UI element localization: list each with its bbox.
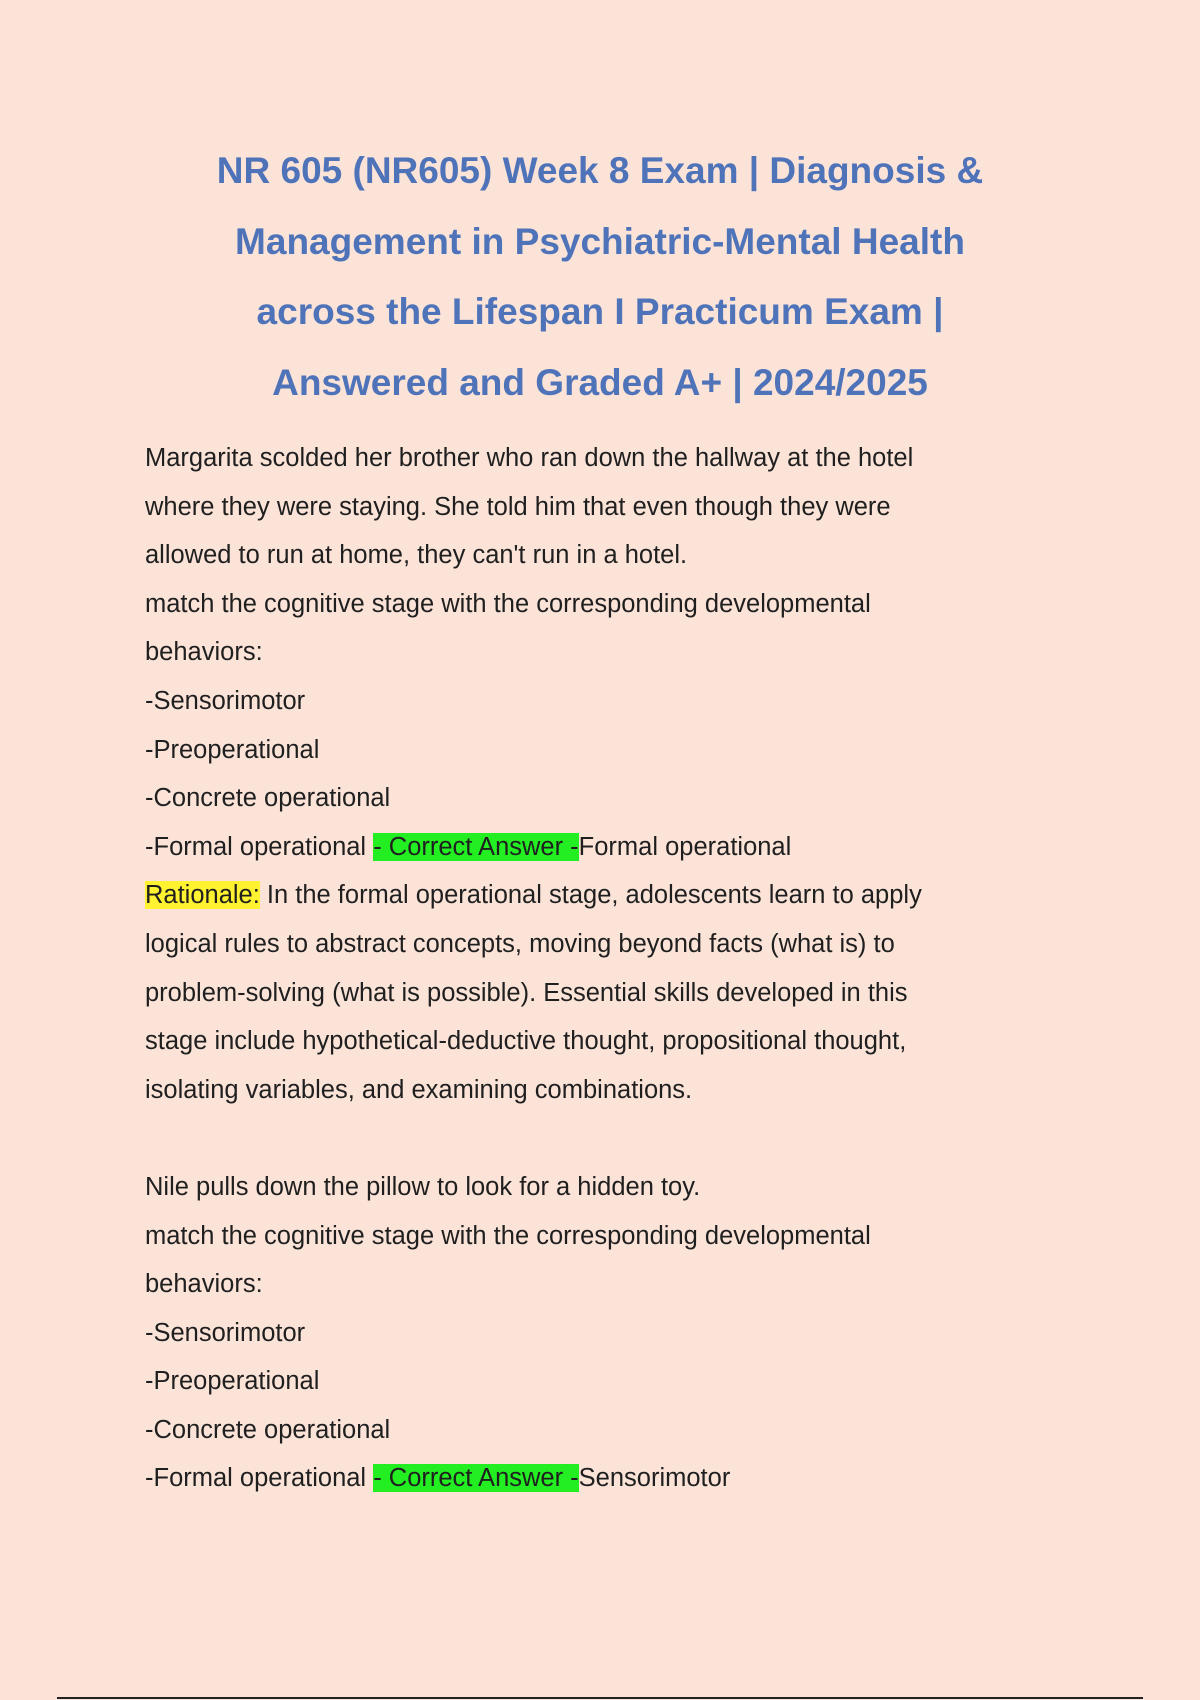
document-body bbox=[145, 434, 1045, 1503]
question-1-prompt: behaviors: bbox=[145, 638, 263, 667]
question-1-answer-line bbox=[145, 823, 1045, 872]
question-1 bbox=[145, 434, 1045, 1114]
question-2-option: -Formal operational bbox=[145, 1464, 367, 1493]
question-1-option: -Preoperational bbox=[145, 735, 320, 764]
title-line: NR 605 (NR605) Week 8 Exam | Diagnosis & bbox=[216, 150, 984, 191]
page-bottom-rule bbox=[57, 1697, 1143, 1699]
rationale-label: Rationale: bbox=[145, 881, 260, 910]
question-1-scenario: allowed to run at home, they can't run in a hotel. bbox=[145, 541, 688, 570]
rationale-text: logical rules to abstract concepts, moving beyond facts (what is) to bbox=[145, 929, 895, 958]
rationale-text: stage include hypothetical-deductive thought, propositional thought, bbox=[145, 1027, 907, 1056]
rationale-text: isolating variables, and examining combinations. bbox=[145, 1075, 693, 1104]
question-1-option: -Sensorimotor bbox=[145, 686, 306, 715]
question-1-scenario: Margarita scolded her brother who ran down the hallway at the hotel bbox=[145, 444, 914, 472]
title-line: Answered and Graded A+ | 2024/2025 bbox=[272, 361, 928, 403]
question-2-scenario: Nile pulls down the pillow to look for a hidden toy. bbox=[145, 1172, 701, 1201]
document-title bbox=[130, 136, 1070, 418]
question-2-prompt: match the cognitive stage with the corresponding developmental bbox=[145, 1221, 871, 1250]
question-2-answer-line bbox=[145, 1454, 1045, 1503]
question-1-option: -Concrete operational bbox=[145, 784, 391, 813]
question-2-option: -Preoperational bbox=[145, 1367, 320, 1396]
title-line: across the Lifespan I Practicum Exam | bbox=[256, 291, 944, 332]
paragraph-spacer bbox=[145, 1114, 1045, 1163]
question-1-rationale bbox=[145, 871, 1045, 920]
correct-answer-label: - Correct Answer - bbox=[373, 1464, 579, 1493]
correct-answer-label: - Correct Answer - bbox=[373, 832, 579, 861]
question-1-option: -Formal operational bbox=[145, 832, 367, 861]
question-1-answer: Formal operational bbox=[578, 832, 792, 861]
question-1-scenario: where they were staying. She told him that even though they were bbox=[145, 492, 891, 521]
question-2-option: -Sensorimotor bbox=[145, 1318, 306, 1347]
title-line: Management in Psychiatric-Mental Health bbox=[235, 220, 965, 262]
question-2-option: -Concrete operational bbox=[145, 1415, 391, 1444]
question-2-answer: Sensorimotor bbox=[578, 1464, 731, 1493]
rationale-text: In the formal operational stage, adolescents learn to apply bbox=[259, 881, 922, 910]
question-1-prompt: match the cognitive stage with the corresponding developmental bbox=[145, 589, 871, 618]
question-2 bbox=[145, 1163, 1045, 1503]
question-2-prompt: behaviors: bbox=[145, 1270, 263, 1299]
rationale-text: problem-solving (what is possible). Essential skills developed in this bbox=[145, 978, 908, 1007]
